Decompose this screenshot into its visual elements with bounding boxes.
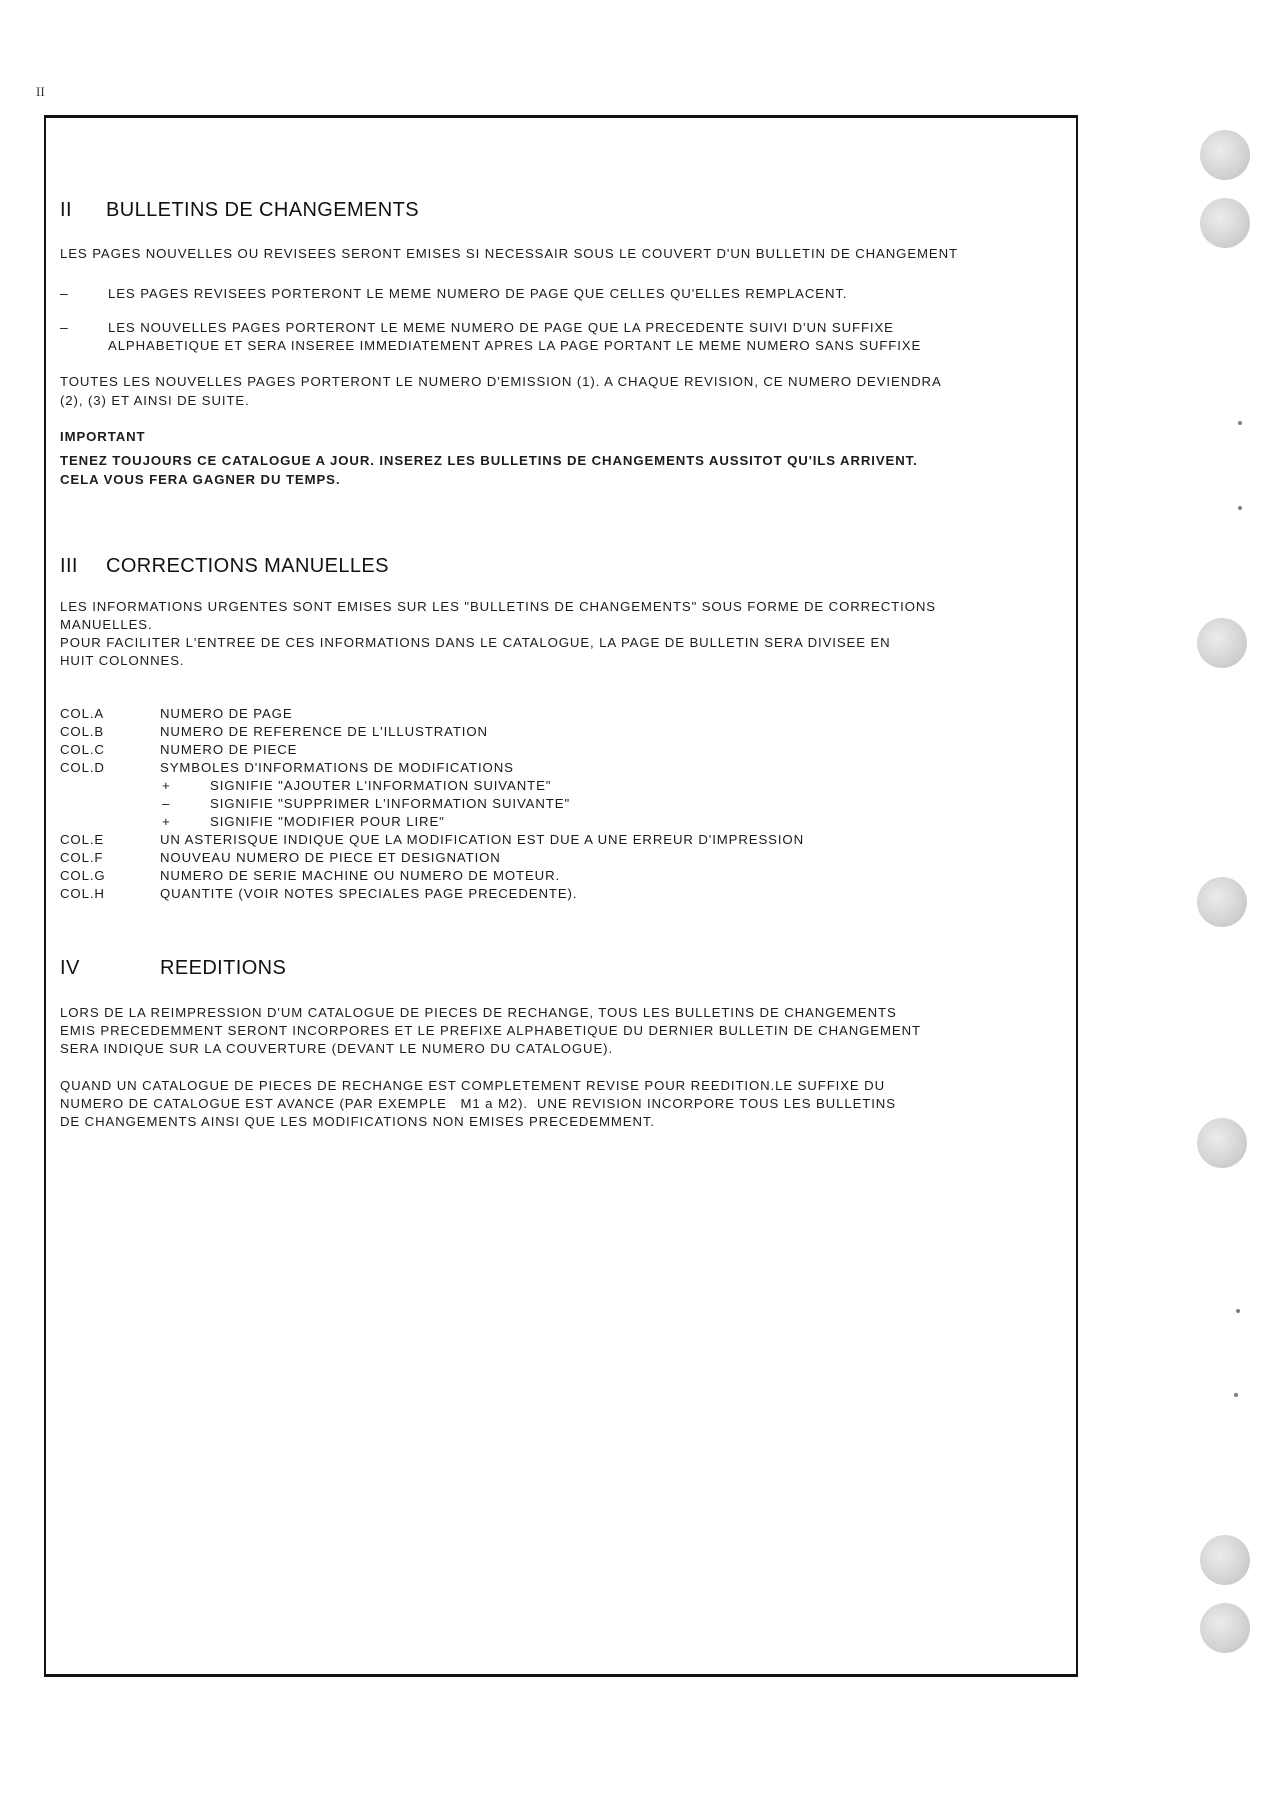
symbol-text: SIGNIFIE "MODIFIER POUR LIRE" bbox=[210, 814, 445, 829]
page-number: II bbox=[36, 84, 45, 99]
section-iv-paragraph-1-line-2: EMIS PRECEDEMMENT SERONT INCORPORES ET LE PREFIXE ALPHABETIQUE DU DERNIER BULLETIN DE CHANGEMENT bbox=[60, 1023, 921, 1038]
section-iii-line-3: POUR FACILITER L'ENTREE DE CES INFORMATIONS DANS LE CATALOGUE, LA PAGE DE BULLETIN SERA DIVISEE EN bbox=[60, 635, 891, 650]
column-description: QUANTITE (VOIR NOTES SPECIALES PAGE PRECEDENTE). bbox=[160, 886, 578, 901]
section-iii-number: III bbox=[60, 555, 78, 577]
section-ii-paragraph-2-line-1: TOUTES LES NOUVELLES PAGES PORTERONT LE NUMERO D'EMISSION (1). A CHAQUE REVISION, CE NUMERO DEVIENDRA bbox=[60, 374, 942, 389]
section-ii-number: II bbox=[60, 199, 72, 221]
section-iv-number: IV bbox=[60, 957, 80, 979]
section-ii-dash-item-1: LES PAGES REVISEES PORTERONT LE MEME NUMERO DE PAGE QUE CELLES QU'ELLES REMPLACENT. bbox=[108, 286, 848, 301]
binder-hole bbox=[1200, 198, 1250, 248]
section-iii-line-1: LES INFORMATIONS URGENTES SONT EMISES SUR LES "BULLETINS DE CHANGEMENTS" SOUS FORME DE CORRECTIONS bbox=[60, 599, 936, 614]
section-iv-paragraph-2-line-2: NUMERO DE CATALOGUE EST AVANCE (PAR EXEMPLE M1 a M2). UNE REVISION INCORPORE TOUS LES BULLETINS bbox=[60, 1096, 896, 1111]
section-iv-title: REEDITIONS bbox=[160, 957, 287, 979]
column-description: NUMERO DE PAGE bbox=[160, 706, 293, 721]
section-iv-heading bbox=[60, 957, 286, 980]
section-iii-title: CORRECTIONS MANUELLES bbox=[106, 555, 389, 577]
modify-plus-icon: + bbox=[162, 814, 171, 829]
section-iv-paragraph-2-line-3: DE CHANGEMENTS AINSI QUE LES MODIFICATIONS NON EMISES PRECEDEMMENT. bbox=[60, 1114, 655, 1129]
column-description: NUMERO DE PIECE bbox=[160, 742, 298, 757]
binder-hole bbox=[1200, 1535, 1250, 1585]
column-description: NOUVEAU NUMERO DE PIECE ET DESIGNATION bbox=[160, 850, 501, 865]
column-code: COL.G bbox=[60, 868, 106, 883]
section-iv-paragraph-2-line-1: QUAND UN CATALOGUE DE PIECES DE RECHANGE EST COMPLETEMENT REVISE POUR REEDITION.LE SUFFIXE DU bbox=[60, 1078, 886, 1093]
column-code: COL.F bbox=[60, 850, 104, 865]
paper-speck bbox=[1238, 421, 1242, 425]
column-code: COL.D bbox=[60, 760, 105, 775]
minus-icon: – bbox=[162, 796, 171, 811]
column-code: COL.C bbox=[60, 742, 105, 757]
symbol-text: SIGNIFIE "AJOUTER L'INFORMATION SUIVANTE" bbox=[210, 778, 552, 793]
section-iv-paragraph-1-line-1: LORS DE LA REIMPRESSION D'UM CATALOGUE DE PIECES DE RECHANGE, TOUS LES BULLETINS DE CHANGEMENTS bbox=[60, 1005, 897, 1020]
section-ii-paragraph-2-line-2: (2), (3) ET AINSI DE SUITE. bbox=[60, 393, 250, 408]
section-ii-heading bbox=[60, 199, 419, 222]
column-description: UN ASTERISQUE INDIQUE QUE LA MODIFICATION EST DUE A UNE ERREUR D'IMPRESSION bbox=[160, 832, 805, 847]
column-description: NUMERO DE REFERENCE DE L'ILLUSTRATION bbox=[160, 724, 488, 739]
important-line-1: TENEZ TOUJOURS CE CATALOGUE A JOUR. INSEREZ LES BULLETINS DE CHANGEMENTS AUSSITOT QU'ILS ARRIVENT. bbox=[60, 453, 918, 468]
dash-bullet-2: – bbox=[60, 319, 68, 335]
symbol-text: SIGNIFIE "SUPPRIMER L'INFORMATION SUIVANTE" bbox=[210, 796, 571, 811]
column-code: COL.H bbox=[60, 886, 105, 901]
section-iii-line-4: HUIT COLONNES. bbox=[60, 653, 185, 668]
binder-hole bbox=[1200, 130, 1250, 180]
important-line-2: CELA VOUS FERA GAGNER DU TEMPS. bbox=[60, 472, 341, 487]
binder-hole bbox=[1197, 877, 1247, 927]
important-label: IMPORTANT bbox=[60, 429, 146, 444]
column-code: COL.A bbox=[60, 706, 105, 721]
section-iii-heading bbox=[60, 555, 389, 578]
binder-hole bbox=[1197, 618, 1247, 668]
binder-hole bbox=[1197, 1118, 1247, 1168]
dash-bullet-1: – bbox=[60, 285, 68, 301]
section-ii-dash-item-2-line-2: ALPHABETIQUE ET SERA INSEREE IMMEDIATEMENT APRES LA PAGE PORTANT LE MEME NUMERO SANS SUFFIXE bbox=[108, 338, 922, 353]
binder-hole bbox=[1200, 1603, 1250, 1653]
section-ii-dash-item-2-line-1: LES NOUVELLES PAGES PORTERONT LE MEME NUMERO DE PAGE QUE LA PRECEDENTE SUIVI D'UN SUFFIXE bbox=[108, 320, 894, 335]
section-iv-paragraph-1-line-3: SERA INDIQUE SUR LA COUVERTURE (DEVANT LE NUMERO DU CATALOGUE). bbox=[60, 1041, 614, 1056]
column-description: SYMBOLES D'INFORMATIONS DE MODIFICATIONS bbox=[160, 760, 514, 775]
plus-icon: + bbox=[162, 778, 171, 793]
section-ii-title: BULLETINS DE CHANGEMENTS bbox=[106, 199, 419, 221]
column-code: COL.E bbox=[60, 832, 105, 847]
column-description: NUMERO DE SERIE MACHINE OU NUMERO DE MOTEUR. bbox=[160, 868, 561, 883]
column-code: COL.B bbox=[60, 724, 105, 739]
paper-speck bbox=[1238, 506, 1242, 510]
paper-speck bbox=[1236, 1309, 1240, 1313]
section-iii-line-2: MANUELLES. bbox=[60, 617, 153, 632]
section-ii-paragraph-1: LES PAGES NOUVELLES OU REVISEES SERONT EMISES SI NECESSAIR SOUS LE COUVERT D'UN BULLETIN DE CHANGEMENT bbox=[60, 246, 958, 261]
paper-speck bbox=[1234, 1393, 1238, 1397]
